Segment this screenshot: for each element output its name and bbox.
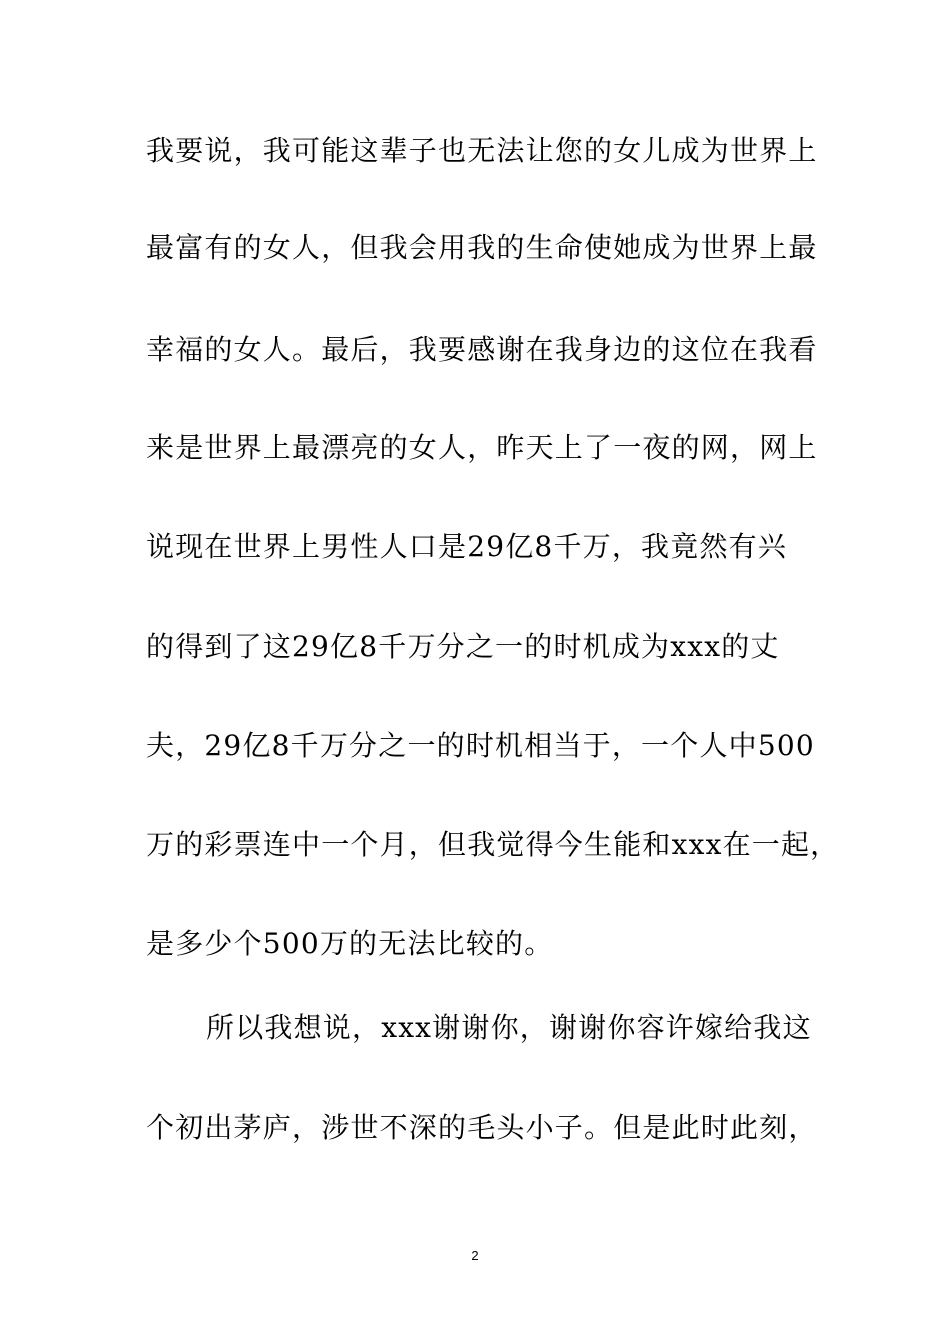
text-line: 万的彩票连中一个月，但我觉得今生能和xxx在一起，	[146, 828, 840, 861]
text-line: 最富有的女人，但我会用我的生命使她成为世界上最	[146, 231, 818, 264]
paragraph-first-line: 所以我想说，xxx谢谢你，谢谢你容许嫁给我这	[206, 1011, 812, 1044]
text-line: 夫，29亿8千万分之一的时机相当于，一个人中500	[146, 729, 815, 762]
text-line: 个初出茅庐，涉世不深的毛头小子。但是此时此刻，	[146, 1111, 818, 1144]
text-line: 的得到了这29亿8千万分之一的时机成为xxx的丈	[146, 630, 780, 663]
text-line: 幸福的女人。最后，我要感谢在我身边的这位在我看	[146, 333, 818, 366]
text-line: 来是世界上最漂亮的女人，昨天上了一夜的网，网上	[146, 431, 818, 464]
page-number: 2	[471, 1248, 479, 1263]
text-line: 我要说，我可能这辈子也无法让您的女儿成为世界上	[146, 134, 818, 167]
text-line: 说现在世界上男性人口是29亿8千万，我竟然有兴	[146, 530, 788, 563]
text-line: 是多少个500万的无法比较的。	[146, 927, 554, 960]
